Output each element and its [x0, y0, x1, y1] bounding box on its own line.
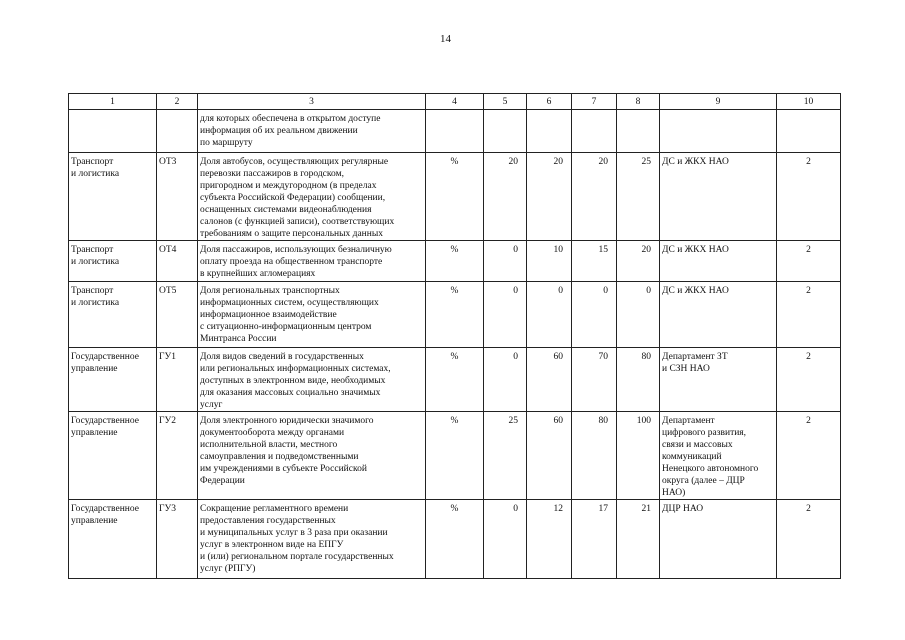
value-cell: 60	[527, 348, 572, 412]
value-cell: 0	[572, 282, 617, 348]
weight-cell: 2	[777, 241, 841, 282]
column-header: 6	[527, 94, 572, 110]
value-cell: 70	[572, 348, 617, 412]
indicator-cell: Доля видов сведений в государственных или региональных информационных системах, доступных в электронном виде, необходимых для оказания массовых социально значимых услуг	[198, 348, 426, 412]
responsible-cell: ДЦР НАО	[660, 500, 777, 579]
value-cell: 20	[617, 241, 660, 282]
value-cell: 15	[572, 241, 617, 282]
value-cell: 80	[617, 348, 660, 412]
column-header: 2	[157, 94, 198, 110]
unit-cell: %	[426, 412, 484, 500]
area-cell: Государственное управление	[69, 348, 157, 412]
weight-cell	[777, 110, 841, 153]
value-cell: 0	[484, 348, 527, 412]
area-cell: Государственное управление	[69, 500, 157, 579]
weight-cell: 2	[777, 500, 841, 579]
unit-cell: %	[426, 500, 484, 579]
value-cell	[527, 110, 572, 153]
table-row	[69, 282, 841, 348]
column-header: 8	[617, 94, 660, 110]
area-cell: Транспорт и логистика	[69, 241, 157, 282]
table-row	[69, 500, 841, 579]
code-cell: ГУ2	[157, 412, 198, 500]
responsible-cell: ДС и ЖКХ НАО	[660, 282, 777, 348]
column-header: 10	[777, 94, 841, 110]
value-cell: 0	[484, 241, 527, 282]
weight-cell: 2	[777, 153, 841, 241]
value-cell: 17	[572, 500, 617, 579]
value-cell: 0	[617, 282, 660, 348]
value-cell: 21	[617, 500, 660, 579]
weight-cell: 2	[777, 348, 841, 412]
header-row	[69, 94, 841, 110]
unit-cell: %	[426, 348, 484, 412]
responsible-cell: Департамент цифрового развития, связи и массовых коммуникаций Ненецкого автономного округа (далее – ДЦР НАО)	[660, 412, 777, 500]
indicator-cell: Сокращение регламентного времени предоставления государственных и муниципальных услуг в 3 раза при оказании услуг в электронном виде на ЕПГУ и (или) региональном портале государственных услуг (РПГУ)	[198, 500, 426, 579]
value-cell: 100	[617, 412, 660, 500]
table-row	[69, 348, 841, 412]
code-cell	[157, 110, 198, 153]
area-cell: Транспорт и логистика	[69, 153, 157, 241]
value-cell: 0	[484, 282, 527, 348]
column-header: 4	[426, 94, 484, 110]
unit-cell: %	[426, 282, 484, 348]
table-row	[69, 241, 841, 282]
value-cell: 20	[572, 153, 617, 241]
table-row	[69, 110, 841, 153]
code-cell: ГУ3	[157, 500, 198, 579]
responsible-cell: Департамент ЗТ и СЗН НАО	[660, 348, 777, 412]
value-cell: 0	[527, 282, 572, 348]
unit-cell	[426, 110, 484, 153]
column-header: 5	[484, 94, 527, 110]
area-cell	[69, 110, 157, 153]
column-header: 7	[572, 94, 617, 110]
code-cell: ОТ3	[157, 153, 198, 241]
indicator-cell: Доля региональных транспортных информационных систем, осуществляющих информационное взаимодействие с ситуационно-информационным центром Минтранса России	[198, 282, 426, 348]
indicator-cell: для которых обеспечена в открытом доступе информация об их реальном движении по маршруту	[198, 110, 426, 153]
indicator-cell: Доля электронного юридически значимого документооборота между органами исполнительной власти, местного самоуправления и подведомственными им учреждениями в субъекте Российской Федерации	[198, 412, 426, 500]
value-cell: 10	[527, 241, 572, 282]
column-header: 9	[660, 94, 777, 110]
code-cell: ОТ4	[157, 241, 198, 282]
indicator-cell: Доля автобусов, осуществляющих регулярные перевозки пассажиров в городском, пригородном и междугородном (в пределах субъекта Российской Федерации) сообщении, оснащенных системами видеонаблюдения салонов (с функцией записи), соответствующих требованиям о защите персональных данных	[198, 153, 426, 241]
indicator-cell: Доля пассажиров, использующих безналичную оплату проезда на общественном транспорте в крупнейших агломерациях	[198, 241, 426, 282]
value-cell: 25	[617, 153, 660, 241]
value-cell: 20	[527, 153, 572, 241]
responsible-cell	[660, 110, 777, 153]
area-cell: Транспорт и логистика	[69, 282, 157, 348]
column-header: 3	[198, 94, 426, 110]
indicators-table	[68, 93, 841, 579]
page-number: 14	[440, 33, 451, 45]
value-cell	[617, 110, 660, 153]
value-cell	[484, 110, 527, 153]
value-cell	[572, 110, 617, 153]
area-cell: Государственное управление	[69, 412, 157, 500]
weight-cell: 2	[777, 282, 841, 348]
unit-cell: %	[426, 153, 484, 241]
responsible-cell: ДС и ЖКХ НАО	[660, 241, 777, 282]
code-cell: ГУ1	[157, 348, 198, 412]
code-cell: ОТ5	[157, 282, 198, 348]
table-row	[69, 153, 841, 241]
value-cell: 80	[572, 412, 617, 500]
column-header: 1	[69, 94, 157, 110]
responsible-cell: ДС и ЖКХ НАО	[660, 153, 777, 241]
value-cell: 60	[527, 412, 572, 500]
table-row	[69, 412, 841, 500]
unit-cell: %	[426, 241, 484, 282]
value-cell: 25	[484, 412, 527, 500]
value-cell: 0	[484, 500, 527, 579]
value-cell: 12	[527, 500, 572, 579]
value-cell: 20	[484, 153, 527, 241]
weight-cell: 2	[777, 412, 841, 500]
